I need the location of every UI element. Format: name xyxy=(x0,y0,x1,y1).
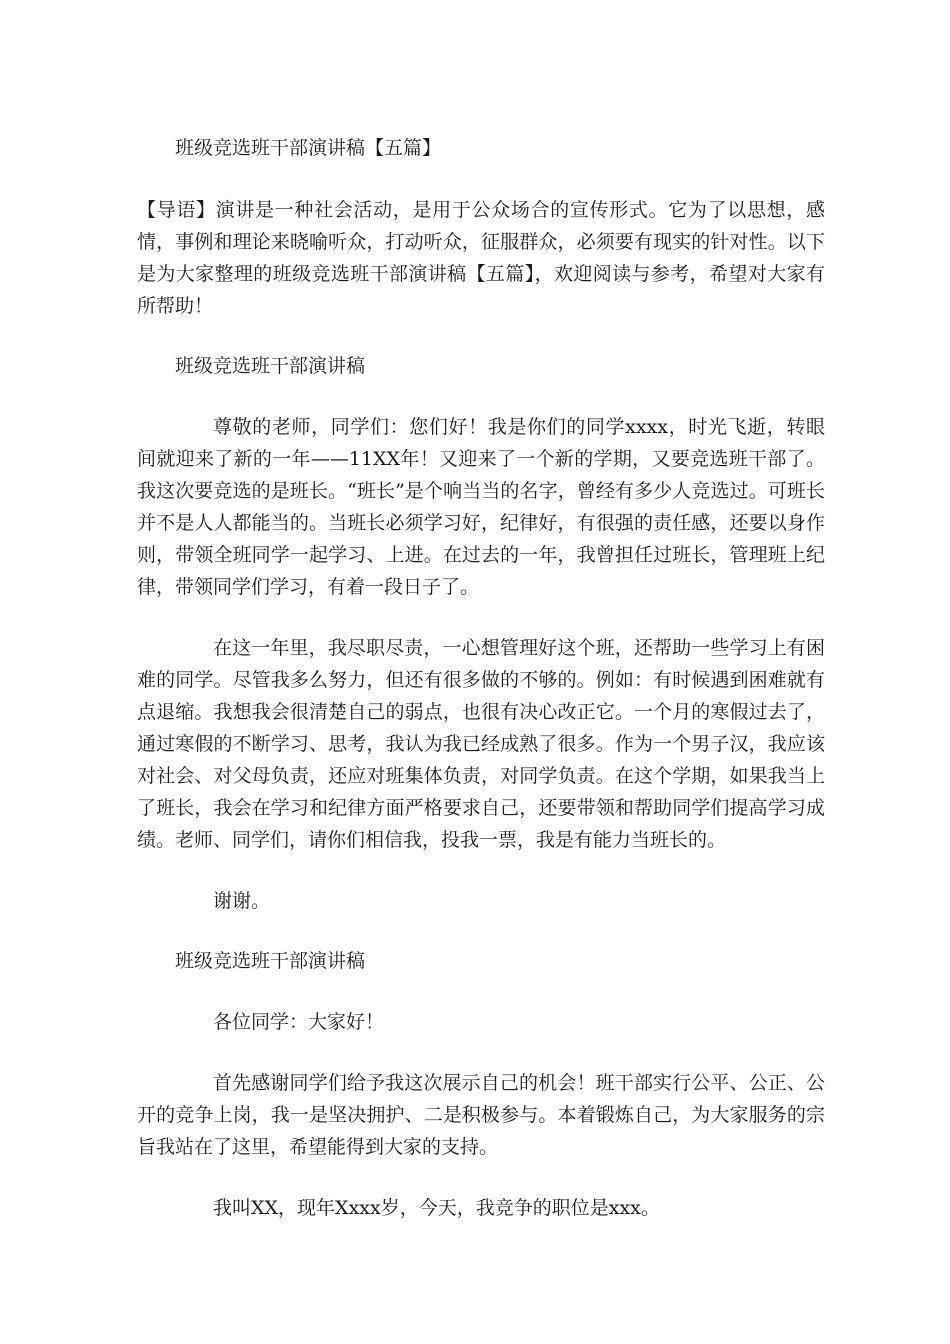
intro-paragraph: 【导语】演讲是一种社会活动，是用于公众场合的宣传形式。它为了以思想，感情，事例和理论来晓喻听众，打动听众，征服群众，必须要有现实的针对性。以下是为大家整理的班级竞选班干部演讲稿【五篇】，欢迎阅读与参考，希望对大家有所帮助！ xyxy=(137,199,825,317)
section-2-paragraph-3: 我叫XX，现年Xxxx岁，今天，我竞争的职位是xxx。 xyxy=(213,1197,660,1219)
section-1-paragraph-1: 尊敬的老师，同学们：您们好！我是你们的同学xxxx，时光飞逝，转眼间就迎来了新的一年——11XX年！又迎来了一个新的学期，又要竞选班干部了。我这次要竞选的是班长。“班长”是个响当当的名字，曾经有多少人竞选过。可班长并不是人人都能当的。当班长必须学习好，纪律好，有很强的责任感，还要以身作则，带领全班同学一起学习、上进。在过去的一年，我曾担任过班长，管理班上纪律，带领同学们学习，有着一段日子了。 xyxy=(137,416,825,598)
section-1-paragraph-2: 在这一年里，我尽职尽责，一心想管理好这个班，还帮助一些学习上有困难的同学。尽管我多么努力，但还有很多做的不够的。例如：有时候遇到困难就有点退缩。我想我会很清楚自己的弱点，也很有决心改正它。一个月的寒假过去了，通过寒假的不断学习、思考，我认为我已经成熟了很多。作为一个男子汉，我应该对社会、对父母负责，还应对班集体负责，对同学负责。在这个学期，如果我当上了班长，我会在学习和纪律方面严格要求自己，还要带领和帮助同学们提高学习成绩。老师、同学们，请你们相信我，投我一票，我是有能力当班长的。 xyxy=(137,637,825,851)
section-2-paragraph-2: 首先感谢同学们给予我这次展示自己的机会！班干部实行公平、公正、公开的竞争上岗，我一是坚决拥护、二是积极参与。本着锻炼自己，为大家服务的宗旨我站在了这里，希望能得到大家的支持。 xyxy=(137,1072,825,1158)
document-title: 班级竞选班干部演讲稿【五篇】 xyxy=(175,137,442,159)
section-1-paragraph-3: 谢谢。 xyxy=(213,890,271,912)
section-1-heading: 班级竞选班干部演讲稿 xyxy=(175,355,366,377)
document-body xyxy=(137,133,825,1224)
section-2-paragraph-1: 各位同学：大家好！ xyxy=(213,1011,385,1033)
section-2-heading: 班级竞选班干部演讲稿 xyxy=(175,950,366,972)
